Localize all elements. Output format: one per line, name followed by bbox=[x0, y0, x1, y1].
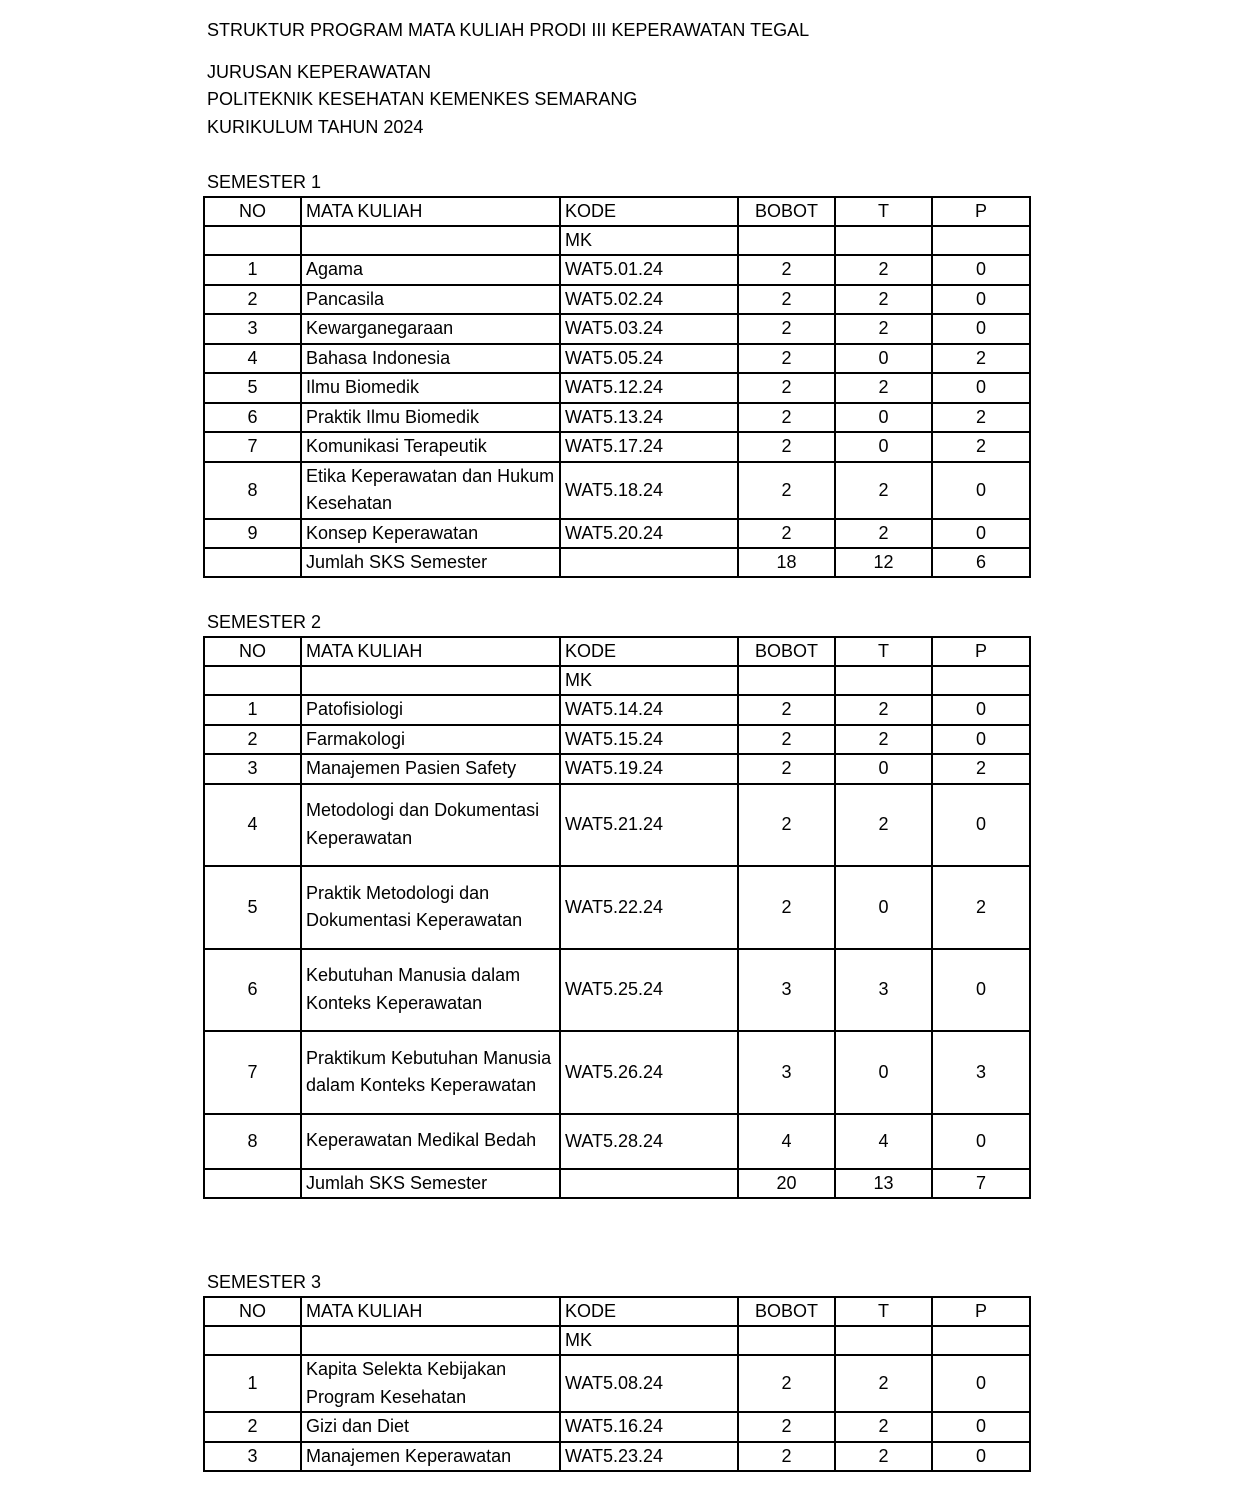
row-mata-kuliah: Praktik Ilmu Biomedik bbox=[301, 403, 560, 433]
row-bobot: 2 bbox=[738, 403, 835, 433]
row-kode: WAT5.19.24 bbox=[560, 754, 738, 784]
document-title: STRUKTUR PROGRAM MATA KULIAH PRODI III KEPERAWATAN TEGAL bbox=[207, 20, 810, 40]
empty-cell bbox=[204, 1326, 301, 1355]
semester3-label: SEMESTER 3 bbox=[207, 1272, 322, 1292]
row-p: 0 bbox=[932, 949, 1030, 1032]
row-kode: WAT5.14.24 bbox=[560, 695, 738, 725]
row-bobot: 2 bbox=[738, 695, 835, 725]
row-t: 0 bbox=[835, 432, 932, 462]
row-p: 0 bbox=[932, 255, 1030, 285]
row-bobot: 4 bbox=[738, 1114, 835, 1169]
row-kode: WAT5.13.24 bbox=[560, 403, 738, 433]
col-mata-kuliah-header: MATA KULIAH bbox=[301, 1297, 560, 1326]
col-bobot-header: BOBOT bbox=[738, 1297, 835, 1326]
empty-cell bbox=[738, 1326, 835, 1355]
empty-cell bbox=[932, 666, 1030, 695]
empty-cell bbox=[932, 226, 1030, 255]
col-mata-kuliah-header: MATA KULIAH bbox=[301, 637, 560, 666]
table-row bbox=[204, 866, 1030, 949]
col-kode-header: KODE bbox=[560, 1297, 738, 1326]
table-subheader-row bbox=[204, 1326, 1030, 1355]
row-p: 0 bbox=[932, 725, 1030, 755]
row-kode: WAT5.26.24 bbox=[560, 1031, 738, 1114]
table-row bbox=[204, 314, 1030, 344]
col-bobot-header: BOBOT bbox=[738, 197, 835, 226]
row-no: 8 bbox=[204, 462, 301, 519]
row-bobot: 2 bbox=[738, 373, 835, 403]
row-mata-kuliah: Patofisiologi bbox=[301, 695, 560, 725]
col-t-header: T bbox=[835, 197, 932, 226]
row-bobot: 2 bbox=[738, 462, 835, 519]
row-mata-kuliah: Kewarganegaraan bbox=[301, 314, 560, 344]
col-p-header: P bbox=[932, 1297, 1030, 1326]
row-kode: WAT5.25.24 bbox=[560, 949, 738, 1032]
row-no: 1 bbox=[204, 1355, 301, 1412]
row-kode: WAT5.22.24 bbox=[560, 866, 738, 949]
row-t: 0 bbox=[835, 866, 932, 949]
row-p: 0 bbox=[932, 314, 1030, 344]
row-p: 2 bbox=[932, 403, 1030, 433]
empty-cell bbox=[560, 1169, 738, 1198]
col-kode-subheader: MK bbox=[560, 666, 738, 695]
row-no: 1 bbox=[204, 695, 301, 725]
row-mata-kuliah: Manajemen Keperawatan bbox=[301, 1442, 560, 1472]
empty-cell bbox=[301, 666, 560, 695]
total-p: 6 bbox=[932, 548, 1030, 577]
row-mata-kuliah: Kebutuhan Manusia dalam Konteks Keperawatan bbox=[301, 949, 560, 1032]
empty-cell bbox=[560, 548, 738, 577]
semester1-table bbox=[203, 196, 1031, 578]
row-no: 8 bbox=[204, 1114, 301, 1169]
row-no: 2 bbox=[204, 725, 301, 755]
row-t: 0 bbox=[835, 403, 932, 433]
row-t: 2 bbox=[835, 695, 932, 725]
total-row bbox=[204, 1169, 1030, 1198]
row-kode: WAT5.08.24 bbox=[560, 1355, 738, 1412]
row-no: 1 bbox=[204, 255, 301, 285]
col-p-header: P bbox=[932, 197, 1030, 226]
table-row bbox=[204, 373, 1030, 403]
row-mata-kuliah: Pancasila bbox=[301, 285, 560, 315]
empty-cell bbox=[835, 1326, 932, 1355]
empty-cell bbox=[204, 548, 301, 577]
col-kode-header: KODE bbox=[560, 197, 738, 226]
row-bobot: 3 bbox=[738, 949, 835, 1032]
row-mata-kuliah: Manajemen Pasien Safety bbox=[301, 754, 560, 784]
row-bobot: 2 bbox=[738, 1442, 835, 1472]
row-t: 2 bbox=[835, 1355, 932, 1412]
row-t: 2 bbox=[835, 725, 932, 755]
row-mata-kuliah: Keperawatan Medikal Bedah bbox=[301, 1114, 560, 1169]
jurusan-line: JURUSAN KEPERAWATAN bbox=[207, 62, 432, 82]
row-p: 0 bbox=[932, 285, 1030, 315]
row-kode: WAT5.02.24 bbox=[560, 285, 738, 315]
table-subheader-row bbox=[204, 226, 1030, 255]
table-row bbox=[204, 1442, 1030, 1472]
row-kode: WAT5.21.24 bbox=[560, 784, 738, 867]
row-p: 0 bbox=[932, 784, 1030, 867]
row-p: 0 bbox=[932, 519, 1030, 549]
row-p: 0 bbox=[932, 1442, 1030, 1472]
table-row bbox=[204, 432, 1030, 462]
table-row bbox=[204, 1031, 1030, 1114]
row-t: 2 bbox=[835, 373, 932, 403]
empty-cell bbox=[738, 666, 835, 695]
row-mata-kuliah: Metodologi dan Dokumentasi Keperawatan bbox=[301, 784, 560, 867]
row-p: 0 bbox=[932, 462, 1030, 519]
table-row bbox=[204, 462, 1030, 519]
row-t: 2 bbox=[835, 1412, 932, 1442]
row-no: 2 bbox=[204, 1412, 301, 1442]
row-bobot: 2 bbox=[738, 255, 835, 285]
row-p: 0 bbox=[932, 1355, 1030, 1412]
row-p: 2 bbox=[932, 432, 1030, 462]
row-mata-kuliah: Komunikasi Terapeutik bbox=[301, 432, 560, 462]
total-p: 7 bbox=[932, 1169, 1030, 1198]
row-mata-kuliah: Agama bbox=[301, 255, 560, 285]
total-bobot: 20 bbox=[738, 1169, 835, 1198]
row-t: 0 bbox=[835, 1031, 932, 1114]
row-bobot: 2 bbox=[738, 866, 835, 949]
table-row bbox=[204, 285, 1030, 315]
col-kode-subheader: MK bbox=[560, 1326, 738, 1355]
row-bobot: 3 bbox=[738, 1031, 835, 1114]
row-bobot: 2 bbox=[738, 314, 835, 344]
row-kode: WAT5.03.24 bbox=[560, 314, 738, 344]
table-row bbox=[204, 695, 1030, 725]
row-t: 2 bbox=[835, 462, 932, 519]
row-t: 2 bbox=[835, 1442, 932, 1472]
row-t: 2 bbox=[835, 784, 932, 867]
row-t: 2 bbox=[835, 519, 932, 549]
empty-cell bbox=[738, 226, 835, 255]
empty-cell bbox=[204, 666, 301, 695]
row-mata-kuliah: Praktikum Kebutuhan Manusia dalam Konteks Keperawatan bbox=[301, 1031, 560, 1114]
table-header-row bbox=[204, 197, 1030, 226]
table-row bbox=[204, 949, 1030, 1032]
row-bobot: 2 bbox=[738, 432, 835, 462]
table-row bbox=[204, 784, 1030, 867]
row-no: 4 bbox=[204, 784, 301, 867]
table-row bbox=[204, 255, 1030, 285]
total-label: Jumlah SKS Semester bbox=[301, 1169, 560, 1198]
row-no: 5 bbox=[204, 373, 301, 403]
row-p: 0 bbox=[932, 695, 1030, 725]
row-t: 2 bbox=[835, 255, 932, 285]
row-no: 5 bbox=[204, 866, 301, 949]
total-label: Jumlah SKS Semester bbox=[301, 548, 560, 577]
row-kode: WAT5.23.24 bbox=[560, 1442, 738, 1472]
row-bobot: 2 bbox=[738, 784, 835, 867]
row-t: 3 bbox=[835, 949, 932, 1032]
col-no-header: NO bbox=[204, 1297, 301, 1326]
kurikulum-line: KURIKULUM TAHUN 2024 bbox=[207, 117, 424, 137]
row-no: 4 bbox=[204, 344, 301, 374]
politeknik-line: POLITEKNIK KESEHATAN KEMENKES SEMARANG bbox=[207, 89, 638, 109]
empty-cell bbox=[932, 1326, 1030, 1355]
row-t: 0 bbox=[835, 754, 932, 784]
row-t: 4 bbox=[835, 1114, 932, 1169]
row-kode: WAT5.15.24 bbox=[560, 725, 738, 755]
table-header-row bbox=[204, 1297, 1030, 1326]
col-kode-header: KODE bbox=[560, 637, 738, 666]
row-p: 0 bbox=[932, 1412, 1030, 1442]
row-no: 6 bbox=[204, 949, 301, 1032]
table-row bbox=[204, 403, 1030, 433]
row-no: 3 bbox=[204, 314, 301, 344]
row-no: 7 bbox=[204, 1031, 301, 1114]
table-row bbox=[204, 1355, 1030, 1412]
row-p: 2 bbox=[932, 866, 1030, 949]
row-mata-kuliah: Kapita Selekta Kebijakan Program Kesehatan bbox=[301, 1355, 560, 1412]
row-kode: WAT5.16.24 bbox=[560, 1412, 738, 1442]
table-row bbox=[204, 344, 1030, 374]
table-header-row bbox=[204, 637, 1030, 666]
col-t-header: T bbox=[835, 637, 932, 666]
row-no: 9 bbox=[204, 519, 301, 549]
row-t: 0 bbox=[835, 344, 932, 374]
row-p: 2 bbox=[932, 344, 1030, 374]
row-mata-kuliah: Farmakologi bbox=[301, 725, 560, 755]
row-kode: WAT5.12.24 bbox=[560, 373, 738, 403]
empty-cell bbox=[204, 226, 301, 255]
row-bobot: 2 bbox=[738, 1355, 835, 1412]
row-p: 0 bbox=[932, 373, 1030, 403]
table-row bbox=[204, 754, 1030, 784]
total-row bbox=[204, 548, 1030, 577]
row-mata-kuliah: Etika Keperawatan dan Hukum Kesehatan bbox=[301, 462, 560, 519]
row-bobot: 2 bbox=[738, 1412, 835, 1442]
row-bobot: 2 bbox=[738, 519, 835, 549]
row-kode: WAT5.28.24 bbox=[560, 1114, 738, 1169]
row-bobot: 2 bbox=[738, 344, 835, 374]
total-bobot: 18 bbox=[738, 548, 835, 577]
table-row bbox=[204, 725, 1030, 755]
col-mata-kuliah-header: MATA KULIAH bbox=[301, 197, 560, 226]
row-no: 3 bbox=[204, 754, 301, 784]
semester2-label: SEMESTER 2 bbox=[207, 612, 322, 632]
row-kode: WAT5.01.24 bbox=[560, 255, 738, 285]
empty-cell bbox=[835, 666, 932, 695]
row-no: 6 bbox=[204, 403, 301, 433]
row-mata-kuliah: Ilmu Biomedik bbox=[301, 373, 560, 403]
row-t: 2 bbox=[835, 285, 932, 315]
row-no: 3 bbox=[204, 1442, 301, 1472]
col-t-header: T bbox=[835, 1297, 932, 1326]
row-kode: WAT5.05.24 bbox=[560, 344, 738, 374]
row-kode: WAT5.18.24 bbox=[560, 462, 738, 519]
table-row bbox=[204, 519, 1030, 549]
row-mata-kuliah: Konsep Keperawatan bbox=[301, 519, 560, 549]
empty-cell bbox=[301, 226, 560, 255]
row-bobot: 2 bbox=[738, 725, 835, 755]
table-subheader-row bbox=[204, 666, 1030, 695]
semester3-table bbox=[203, 1296, 1031, 1472]
row-kode: WAT5.17.24 bbox=[560, 432, 738, 462]
row-t: 2 bbox=[835, 314, 932, 344]
row-p: 0 bbox=[932, 1114, 1030, 1169]
col-bobot-header: BOBOT bbox=[738, 637, 835, 666]
col-p-header: P bbox=[932, 637, 1030, 666]
empty-cell bbox=[835, 226, 932, 255]
total-t: 13 bbox=[835, 1169, 932, 1198]
row-mata-kuliah: Gizi dan Diet bbox=[301, 1412, 560, 1442]
row-bobot: 2 bbox=[738, 754, 835, 784]
empty-cell bbox=[301, 1326, 560, 1355]
semester1-label: SEMESTER 1 bbox=[207, 172, 322, 192]
semester2-table bbox=[203, 636, 1031, 1199]
col-kode-subheader: MK bbox=[560, 226, 738, 255]
row-bobot: 2 bbox=[738, 285, 835, 315]
row-p: 3 bbox=[932, 1031, 1030, 1114]
col-no-header: NO bbox=[204, 197, 301, 226]
empty-cell bbox=[204, 1169, 301, 1198]
row-p: 2 bbox=[932, 754, 1030, 784]
total-t: 12 bbox=[835, 548, 932, 577]
row-no: 7 bbox=[204, 432, 301, 462]
row-mata-kuliah: Bahasa Indonesia bbox=[301, 344, 560, 374]
row-no: 2 bbox=[204, 285, 301, 315]
table-row bbox=[204, 1412, 1030, 1442]
row-kode: WAT5.20.24 bbox=[560, 519, 738, 549]
col-no-header: NO bbox=[204, 637, 301, 666]
table-row bbox=[204, 1114, 1030, 1169]
row-mata-kuliah: Praktik Metodologi dan Dokumentasi Keperawatan bbox=[301, 866, 560, 949]
